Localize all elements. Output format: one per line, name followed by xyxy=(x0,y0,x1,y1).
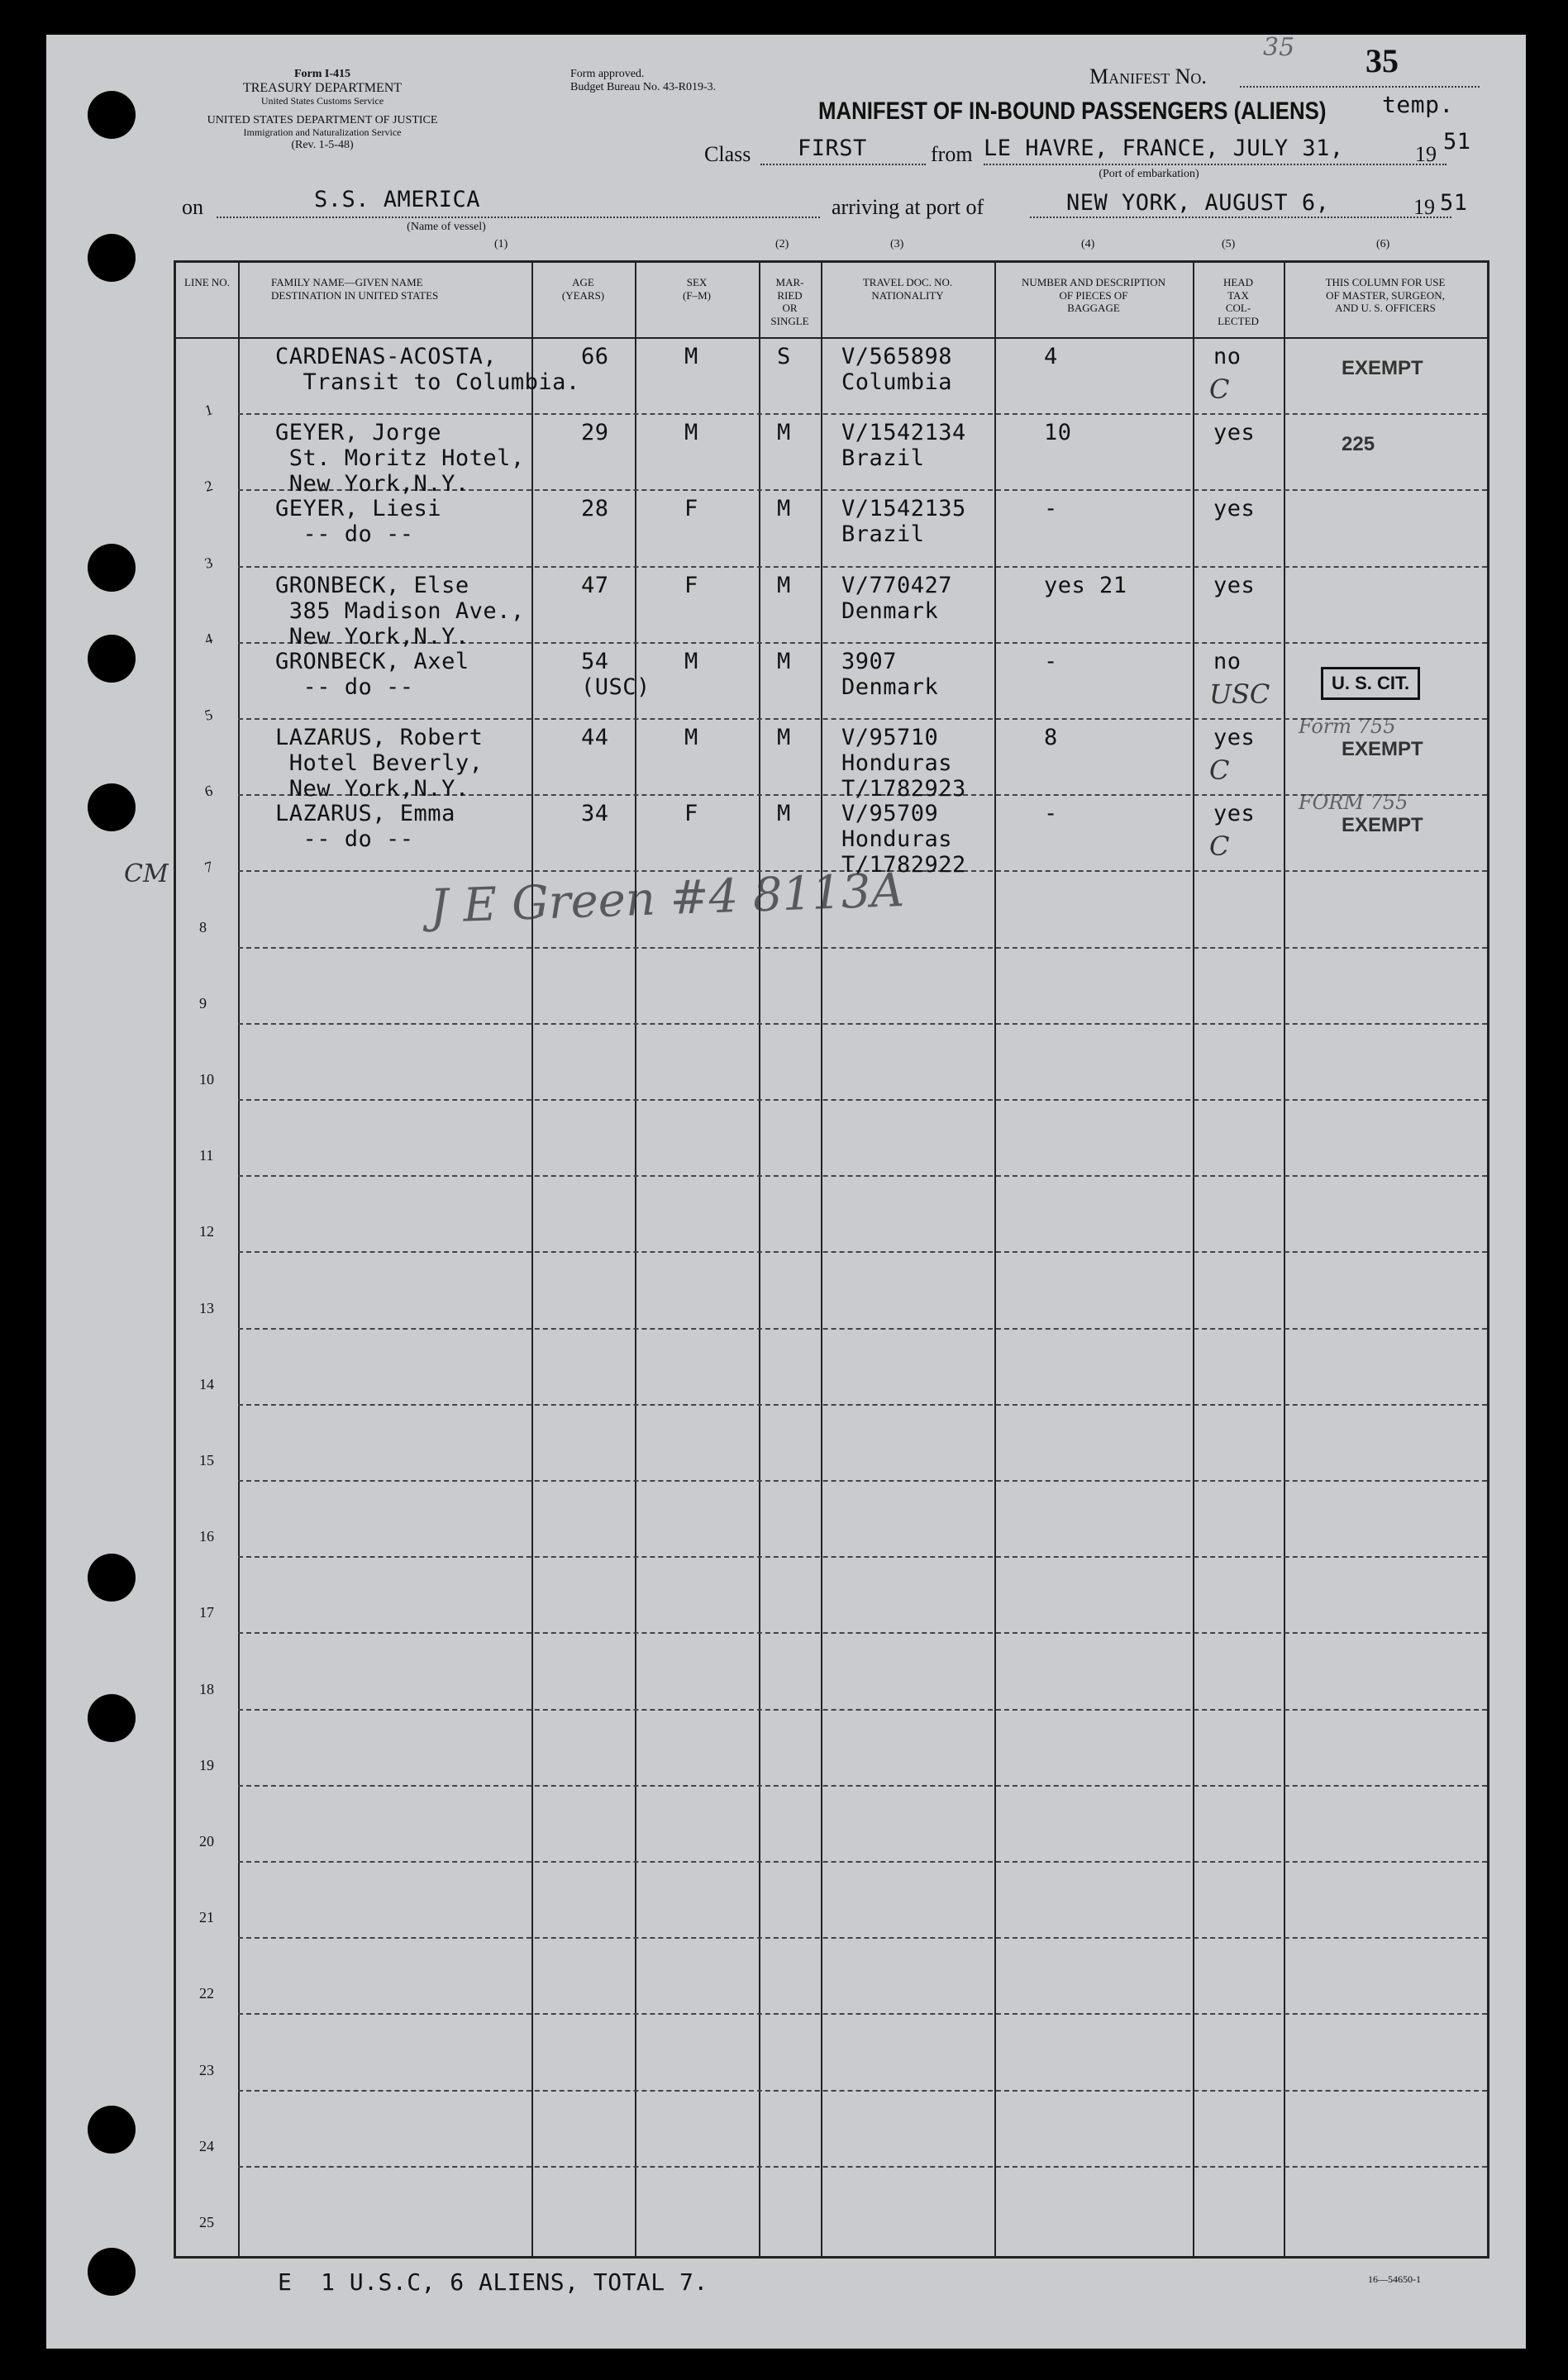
line-number: 14 xyxy=(199,1375,214,1392)
line-number: 20 xyxy=(199,1833,214,1849)
column-header: SEX (F–M) xyxy=(683,276,711,302)
passenger-sex: M xyxy=(684,344,698,369)
travel-doc-nationality: V/1542134 Brazil xyxy=(841,420,966,472)
form-revision: (Rev. 1-5-48) xyxy=(291,139,354,152)
row-divider xyxy=(238,1099,1487,1101)
column-number: (1) xyxy=(494,238,508,250)
row-divider xyxy=(238,1023,1487,1025)
title-suffix: temp. xyxy=(1382,91,1454,118)
officer-form-note: FORM 755 xyxy=(1299,791,1408,815)
vessel-name: S.S. AMERICA xyxy=(314,187,481,212)
passenger-name-destination: LAZARUS, Robert Hotel Beverly, New York,N.Y. xyxy=(275,725,484,802)
line-number: 4 xyxy=(203,629,215,648)
column-number: (4) xyxy=(1081,238,1095,250)
binder-hole xyxy=(88,544,136,592)
agency-ins: Immigration and Naturalization Service xyxy=(243,126,402,139)
travel-doc-nationality: V/95710 Honduras T/1782923 xyxy=(841,725,966,802)
line-number: 15 xyxy=(199,1452,214,1468)
line-number: 7 xyxy=(203,858,215,877)
travel-doc-nationality: 3907 Denmark xyxy=(841,648,939,700)
baggage-count: - xyxy=(1044,648,1058,674)
passenger-name-destination: GEYER, Liesi -- do -- xyxy=(275,496,442,548)
block-spacer xyxy=(178,107,467,114)
line-number: 11 xyxy=(199,1147,214,1164)
class-value: FIRST xyxy=(798,136,867,161)
row-divider xyxy=(238,1632,1487,1634)
passenger-sex: M xyxy=(684,420,698,446)
row-divider xyxy=(238,566,1487,568)
manifest-title: MANIFEST OF IN-BOUND PASSENGERS (ALIENS) xyxy=(818,98,1327,125)
line-number: 12 xyxy=(199,1223,214,1240)
row-divider xyxy=(238,1480,1487,1482)
head-tax-handwritten: C xyxy=(1209,754,1230,786)
line-number: 10 xyxy=(199,1071,214,1088)
form-number: Form I-415 xyxy=(293,68,351,80)
line-number: 16 xyxy=(199,1528,214,1545)
line-number: 9 xyxy=(199,994,207,1011)
binder-hole xyxy=(88,2248,136,2296)
line-number: 21 xyxy=(199,1909,214,1926)
agency-customs: United States Customs Service xyxy=(260,95,384,107)
head-tax-collected: yes xyxy=(1213,725,1256,750)
approval-line: Budget Bureau No. 43-R019-3. xyxy=(570,81,717,94)
binder-hole xyxy=(88,91,136,139)
row-divider xyxy=(238,1861,1487,1863)
head-tax-handwritten: C xyxy=(1209,831,1230,863)
row-divider xyxy=(238,1556,1487,1558)
travel-doc-nationality: V/565898 Columbia xyxy=(841,344,953,395)
line-number: 8 xyxy=(199,918,207,935)
column-number: (3) xyxy=(890,238,904,250)
form-approval xyxy=(570,68,716,94)
row-divider xyxy=(238,2013,1487,2015)
passenger-sex: F xyxy=(684,496,698,522)
agency-justice: UNITED STATES DEPARTMENT OF JUSTICE xyxy=(207,114,438,127)
line-number: 25 xyxy=(199,2214,214,2230)
passenger-sex: F xyxy=(684,801,698,827)
head-tax-collected: yes xyxy=(1213,801,1256,827)
passenger-name-destination: GRONBECK, Else 385 Madison Ave., New York,N.Y. xyxy=(275,572,525,650)
marital-status: M xyxy=(777,572,791,598)
marital-status: M xyxy=(777,725,791,750)
officer-notation: EXEMPT xyxy=(1342,738,1423,760)
head-tax-collected: no xyxy=(1213,344,1242,369)
header-separator xyxy=(176,337,1487,339)
passenger-name-destination: GRONBECK, Axel -- do -- xyxy=(275,648,469,700)
passenger-age: 28 xyxy=(581,496,609,522)
arrival-port: NEW YORK, AUGUST 6, xyxy=(1066,190,1330,216)
manifest-table xyxy=(174,238,1489,2259)
margin-mark: CM xyxy=(124,859,169,888)
column-number: (6) xyxy=(1376,238,1390,250)
binder-hole xyxy=(88,1694,136,1742)
officer-notation: 225 xyxy=(1342,433,1375,456)
row-divider xyxy=(238,2090,1487,2092)
row-divider xyxy=(238,947,1487,949)
column-rule xyxy=(531,263,533,2256)
binder-hole xyxy=(88,234,136,282)
travel-doc-nationality: V/770427 Denmark xyxy=(841,572,953,624)
baggage-count: yes 21 xyxy=(1044,572,1127,598)
column-header: THIS COLUMN FOR USE OF MASTER, SURGEON, AND U. S. OFFICERS xyxy=(1325,276,1446,315)
embark-line xyxy=(984,164,1446,165)
year-prefix: 19 xyxy=(1415,142,1437,166)
line-number: 19 xyxy=(199,1756,214,1773)
baggage-count: - xyxy=(1044,801,1058,827)
binder-hole xyxy=(88,2106,136,2154)
approval-line: Form approved. xyxy=(570,68,645,80)
column-header: TRAVEL DOC. NO. NATIONALITY xyxy=(862,276,953,302)
column-rule xyxy=(1284,263,1285,2256)
port-of-embarkation: LE HAVRE, FRANCE, JULY 31, xyxy=(984,136,1344,161)
officer-notation: EXEMPT xyxy=(1342,357,1423,379)
column-header: NUMBER AND DESCRIPTION OF PIECES OF BAGGAGE xyxy=(1021,276,1166,315)
arrival-year-prefix: 19 xyxy=(1413,195,1435,219)
passenger-name-destination: CARDENAS-ACOSTA, Transit to Columbia. xyxy=(275,344,580,395)
baggage-count: - xyxy=(1044,496,1058,522)
line-number: 17 xyxy=(199,1604,214,1621)
marital-status: M xyxy=(777,496,791,522)
line-number: 5 xyxy=(203,706,215,724)
manifest-no-label: Manifest No. xyxy=(1089,64,1207,88)
head-tax-collected: yes xyxy=(1213,420,1256,446)
class-label: Class xyxy=(704,142,751,166)
us-citizen-stamp: U. S. CIT. xyxy=(1321,667,1420,700)
column-rule xyxy=(635,263,636,2256)
passenger-sex: F xyxy=(684,572,698,598)
row-divider xyxy=(238,1709,1487,1711)
line-number: 22 xyxy=(199,1985,214,2002)
travel-doc-nationality: V/1542135 Brazil xyxy=(841,496,966,548)
column-rule xyxy=(994,263,996,2256)
marital-status: M xyxy=(777,648,791,674)
binder-hole xyxy=(88,1554,136,1602)
agency-treasury: TREASURY DEPARTMENT xyxy=(242,81,403,96)
row-divider xyxy=(238,1328,1487,1330)
marital-status: M xyxy=(777,801,791,827)
column-header: LINE NO. xyxy=(184,276,230,288)
signature: J E Green #4 8113A xyxy=(429,864,905,934)
line-number: 13 xyxy=(199,1299,214,1316)
row-divider xyxy=(238,1785,1487,1787)
travel-doc-nationality: V/95709 Honduras T/1782922 xyxy=(841,801,966,878)
head-tax-collected: yes xyxy=(1213,572,1256,598)
line-number: 18 xyxy=(199,1680,214,1697)
line-number: 23 xyxy=(199,2061,214,2078)
line-number: 2 xyxy=(203,477,215,496)
passenger-age: 47 xyxy=(581,572,609,598)
column-header: MAR- RIED OR SINGLE xyxy=(770,276,809,327)
passenger-age: 44 xyxy=(581,725,609,750)
row-divider xyxy=(238,1937,1487,1939)
head-tax-handwritten: C xyxy=(1209,374,1230,405)
arrival-year: 51 xyxy=(1440,190,1468,216)
marital-status: M xyxy=(777,420,791,446)
column-number: (2) xyxy=(775,238,789,250)
row-divider xyxy=(238,2166,1487,2168)
column-header: FAMILY NAME—GIVEN NAME DESTINATION IN UNITED STATES xyxy=(271,276,439,302)
line-number: 3 xyxy=(203,553,215,572)
line-number: 6 xyxy=(203,782,215,801)
head-tax-collected: no xyxy=(1213,648,1242,674)
passenger-sex: M xyxy=(684,648,698,674)
passenger-age: 34 xyxy=(581,801,609,827)
column-number: (5) xyxy=(1222,238,1236,250)
head-tax-collected: yes xyxy=(1213,496,1256,522)
baggage-count: 4 xyxy=(1044,344,1058,369)
column-header: HEAD TAX COL- LECTED xyxy=(1218,276,1259,327)
passenger-age: 29 xyxy=(581,420,609,446)
officer-notation: EXEMPT xyxy=(1342,814,1423,837)
manifest-no-value: 35 xyxy=(1365,42,1399,79)
class-line xyxy=(760,164,926,165)
binder-hole xyxy=(88,783,136,831)
passenger-age: 54 (USC) xyxy=(581,648,651,700)
column-header: AGE (YEARS) xyxy=(561,276,605,302)
line-number: 1 xyxy=(203,401,215,420)
passenger-sex: M xyxy=(684,725,698,750)
arrival-line xyxy=(1030,217,1451,218)
print-code: 16—54650-1 xyxy=(1368,2273,1421,2285)
year-value: 51 xyxy=(1443,129,1471,155)
column-rule xyxy=(1193,263,1194,2256)
column-rule xyxy=(238,263,240,2256)
binder-hole xyxy=(88,635,136,683)
row-divider xyxy=(238,413,1487,415)
passenger-name-destination: GEYER, Jorge St. Moritz Hotel, New York,N.Y. xyxy=(275,420,525,497)
column-rule xyxy=(821,263,822,2256)
manifest-no-line xyxy=(1240,86,1480,88)
total-summary: E 1 U.S.C, 6 ALIENS, TOTAL 7. xyxy=(278,2268,708,2296)
column-rule xyxy=(759,263,760,2256)
row-divider xyxy=(238,1404,1487,1406)
passenger-name-destination: LAZARUS, Emma -- do -- xyxy=(275,801,455,853)
marital-status: S xyxy=(777,344,791,369)
baggage-count: 10 xyxy=(1044,420,1072,446)
form-agency-block xyxy=(178,68,467,152)
arriving-label: arriving at port of xyxy=(832,195,984,219)
vessel-line xyxy=(217,217,820,218)
manifest-no-handwritten: 35 xyxy=(1263,33,1295,62)
row-divider xyxy=(238,1175,1487,1177)
from-label: from xyxy=(931,142,973,166)
passenger-age: 66 xyxy=(581,344,609,369)
officer-form-note: Form 755 xyxy=(1299,715,1396,738)
embark-caption: (Port of embarkation) xyxy=(1099,168,1199,180)
row-divider xyxy=(238,1251,1487,1253)
on-label: on xyxy=(182,195,203,219)
head-tax-handwritten: USC xyxy=(1209,678,1270,710)
baggage-count: 8 xyxy=(1044,725,1058,750)
vessel-caption: (Name of vessel) xyxy=(407,221,486,233)
line-number: 24 xyxy=(199,2137,214,2154)
